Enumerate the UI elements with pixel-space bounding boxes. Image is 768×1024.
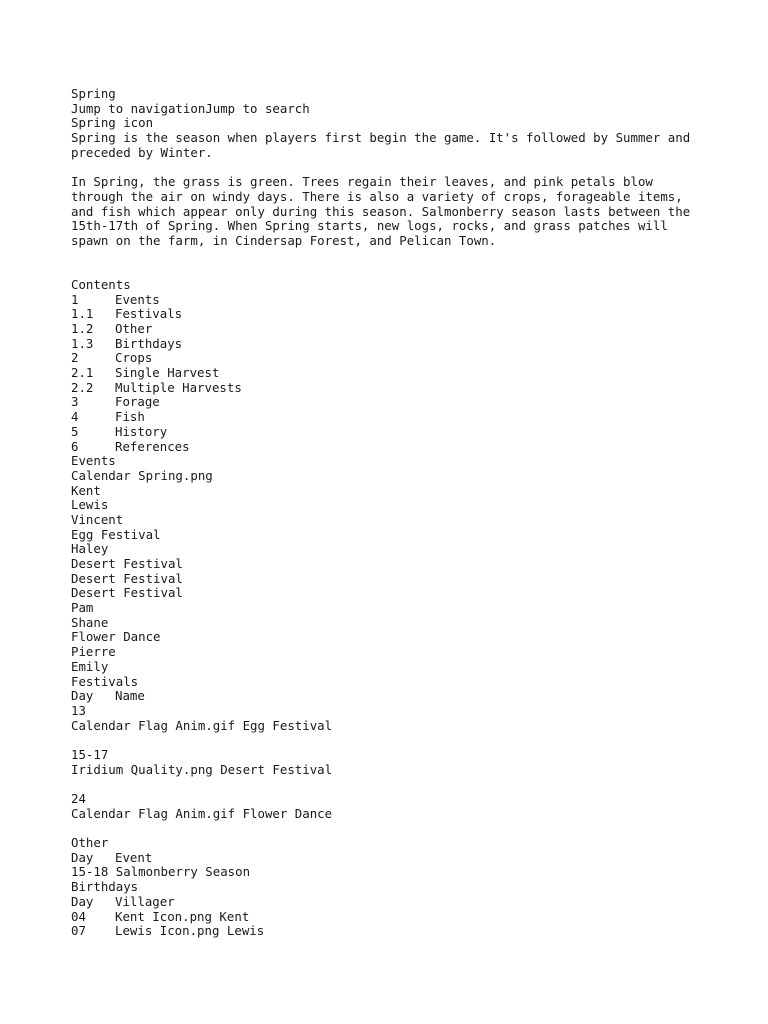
jump-links xyxy=(71,102,731,117)
toc-label[interactable]: History xyxy=(115,423,168,439)
toc-item[interactable] xyxy=(71,440,731,455)
jump-to-navigation-link[interactable]: Jump to navigation xyxy=(71,100,206,116)
spacer xyxy=(71,777,731,792)
toc-label[interactable]: Birthdays xyxy=(115,335,183,351)
other-row xyxy=(71,865,731,880)
calendar-image: Calendar Spring.png xyxy=(71,467,213,483)
events-heading: Events xyxy=(71,453,116,469)
toc-label[interactable]: Single Harvest xyxy=(115,365,220,381)
toc-label[interactable]: References xyxy=(115,438,190,454)
toc-label[interactable]: Fish xyxy=(115,409,145,425)
calendar-entry[interactable]: Kent xyxy=(71,482,101,498)
toc-number: 2 xyxy=(71,350,79,366)
spacer xyxy=(71,821,731,836)
description-line: through the air on windy days. There is also a variety of crops, forageable items, xyxy=(71,188,683,204)
festival-entry[interactable]: Calendar Flag Anim.gif Egg Festival xyxy=(71,717,333,733)
toc-label[interactable]: Forage xyxy=(115,394,160,410)
toc-number: 2.1 xyxy=(71,365,94,381)
toc-label[interactable]: Other xyxy=(115,321,153,337)
birthday-row xyxy=(71,910,731,925)
spacer xyxy=(71,249,731,278)
calendar-entry[interactable]: Pierre xyxy=(71,644,116,660)
calendar-entry[interactable]: Desert Festival xyxy=(71,585,183,601)
toc-number: 3 xyxy=(71,394,79,410)
calendar-entry[interactable]: Lewis xyxy=(71,497,109,513)
calendar-entry[interactable]: Pam xyxy=(71,600,94,616)
col-header-day: Day xyxy=(71,688,94,704)
other-header-row xyxy=(71,851,731,866)
toc-item[interactable] xyxy=(71,307,731,322)
other-event[interactable]: Salmonberry Season xyxy=(115,864,251,880)
other-heading: Other xyxy=(71,835,109,851)
toc-item[interactable] xyxy=(71,425,731,440)
row-separator xyxy=(108,865,115,880)
toc-number: 1.1 xyxy=(71,306,94,322)
festival-day: 15-17 xyxy=(71,746,109,762)
birthday-row xyxy=(71,924,731,939)
spacer xyxy=(71,160,731,175)
calendar-entry[interactable]: Egg Festival xyxy=(71,526,161,542)
spacer xyxy=(71,733,731,748)
toc-item[interactable] xyxy=(71,366,731,381)
description-line: In Spring, the grass is green. Trees regain their leaves, and pink petals blow xyxy=(71,174,653,190)
toc-number: 5 xyxy=(71,423,79,439)
festival-day: 13 xyxy=(71,702,86,718)
col-header-event: Event xyxy=(115,849,153,865)
toc-item[interactable] xyxy=(71,322,731,337)
jump-to-search-link[interactable]: Jump to search xyxy=(205,100,310,116)
description-line: and fish which appear only during this season. Salmonberry season lasts between the xyxy=(71,203,691,219)
festival-entry[interactable]: Calendar Flag Anim.gif Flower Dance xyxy=(71,805,333,821)
description-line: 15th-17th of Spring. When Spring starts, new logs, rocks, and grass patches will xyxy=(71,218,668,234)
birthday-day: 04 xyxy=(71,908,86,924)
birthday-villager[interactable]: Kent Icon.png Kent xyxy=(115,908,250,924)
col-header-name: Name xyxy=(115,688,145,704)
festival-day: 24 xyxy=(71,791,86,807)
festivals-header-row xyxy=(71,689,731,704)
birthdays-header-row xyxy=(71,895,731,910)
contents-heading: Contents xyxy=(71,276,131,292)
calendar-entry[interactable]: Shane xyxy=(71,614,109,630)
calendar-entry[interactable]: Desert Festival xyxy=(71,570,183,586)
article-body xyxy=(71,87,731,939)
description-line: spawn on the farm, in Cindersap Forest, and Pelican Town. xyxy=(71,232,497,248)
toc-item[interactable] xyxy=(71,410,731,425)
toc-item[interactable] xyxy=(71,395,731,410)
toc-item[interactable] xyxy=(71,351,731,366)
birthdays-heading: Birthdays xyxy=(71,879,139,895)
toc-number: 1 xyxy=(71,291,79,307)
toc-item[interactable] xyxy=(71,381,731,396)
toc-number: 4 xyxy=(71,409,79,425)
toc-label[interactable]: Crops xyxy=(115,350,153,366)
toc-item[interactable] xyxy=(71,293,731,308)
other-day: 15-18 xyxy=(71,864,109,880)
calendar-entry[interactable]: Emily xyxy=(71,658,109,674)
toc-label[interactable]: Multiple Harvests xyxy=(115,379,242,395)
calendar-entry[interactable]: Vincent xyxy=(71,511,124,527)
intro-line-1: Spring is the season when players first begin the game. It's followed by Summer and xyxy=(71,130,691,146)
col-header-day: Day xyxy=(71,849,94,865)
toc-number: 6 xyxy=(71,438,79,454)
toc-number: 1.3 xyxy=(71,335,94,351)
calendar-entry[interactable]: Haley xyxy=(71,541,109,557)
calendar-entry[interactable]: Desert Festival xyxy=(71,556,183,572)
festivals-heading: Festivals xyxy=(71,673,139,689)
birthday-villager[interactable]: Lewis Icon.png Lewis xyxy=(115,923,265,939)
col-header-day: Day xyxy=(71,893,94,909)
calendar-entry[interactable]: Flower Dance xyxy=(71,629,161,645)
toc-label[interactable]: Festivals xyxy=(115,306,183,322)
page-title: Spring xyxy=(71,86,116,101)
toc-number: 1.2 xyxy=(71,321,94,337)
festival-entry[interactable]: Iridium Quality.png Desert Festival xyxy=(71,761,333,777)
col-header-villager: Villager xyxy=(115,893,175,909)
toc-number: 2.2 xyxy=(71,379,94,395)
birthday-day: 07 xyxy=(71,923,86,939)
toc-label[interactable]: Events xyxy=(115,291,160,307)
toc-item[interactable] xyxy=(71,337,731,352)
intro-line-2: preceded by Winter. xyxy=(71,144,213,160)
spring-icon: Spring icon xyxy=(71,115,154,131)
